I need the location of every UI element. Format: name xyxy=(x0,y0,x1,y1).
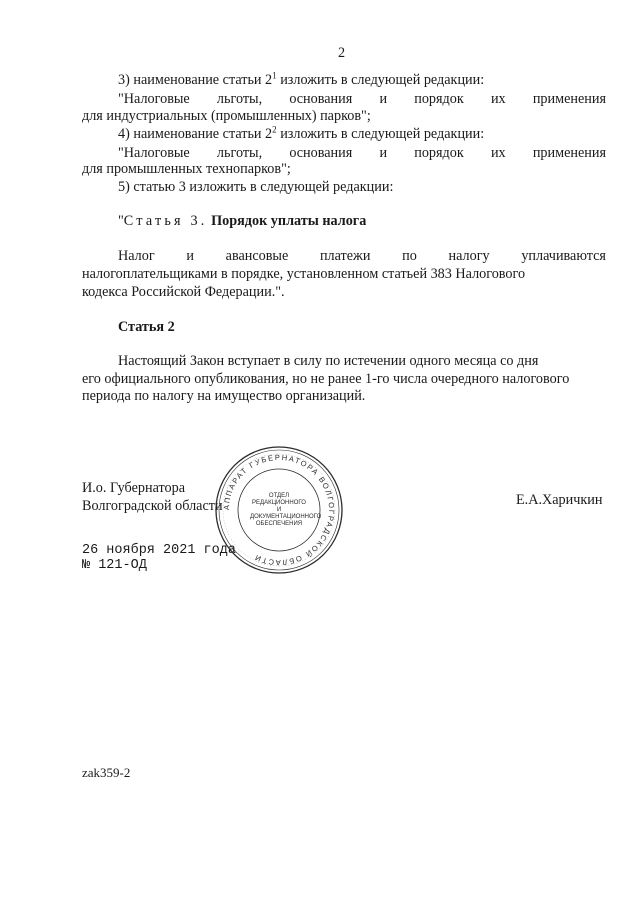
stamp-center-line: ОТДЕЛ xyxy=(268,493,290,499)
item-3-word: основания xyxy=(289,91,353,107)
article-3-line-2: налогоплательщиками в порядке, установленном статьей 383 Налогового xyxy=(82,266,526,282)
article-2-title: Статья 2 xyxy=(118,319,175,335)
stamp-center-line: ОБЕСПЕЧЕНИЯ xyxy=(255,521,303,527)
footer-code: zak359-2 xyxy=(82,765,131,780)
item-4-word: "Налоговые xyxy=(118,145,190,161)
item-4-continuation: для промышленных технопарков"; xyxy=(82,161,291,177)
article-2-line-2: его официального опубликования, но не ранее 1-го числа очередного налогового xyxy=(82,371,570,387)
item-3-word: порядок xyxy=(414,91,464,107)
article-3-line-1 xyxy=(118,247,606,265)
stamp-center-line: ДОКУМЕНТАЦИОННОГО xyxy=(250,514,322,520)
signatory-position-line-2: Волгоградской области xyxy=(82,498,223,514)
item-3-prefix: 3) наименование статьи 2 xyxy=(118,72,273,88)
item-4-word: порядок xyxy=(414,145,464,161)
article-3-word: авансовые xyxy=(225,248,289,264)
stamp-center-text xyxy=(250,493,322,528)
article-3-word: по xyxy=(402,248,417,264)
signatory-name: Е.А.Харичкин xyxy=(516,492,603,508)
page-number: 2 xyxy=(338,45,346,61)
article-3-label: Статья 3. xyxy=(123,213,208,229)
stamp-outer-text: АППАРАТ ГУБЕРНАТОРА ВОЛГОГРАДСКОЙ ОБЛАСТИ xyxy=(221,452,337,568)
item-3-word: и xyxy=(379,91,388,107)
article-3-word: налогу xyxy=(448,248,490,264)
item-3-word: их xyxy=(490,91,506,107)
item-4-heading xyxy=(118,125,484,143)
item-4-suffix: изложить в следующей редакции: xyxy=(276,126,485,142)
article-2-line-3: периода по налогу на имущество организаций. xyxy=(82,388,366,404)
item-4-sup: 2 xyxy=(272,124,277,135)
article-3-word: платежи xyxy=(319,248,371,264)
stamp-center-line: РЕДАКЦИОННОГО И xyxy=(252,500,306,513)
item-4-word: льготы, xyxy=(216,145,263,161)
article-3-word: уплачиваются xyxy=(521,248,606,264)
item-4-prefix: 4) наименование статьи 2 xyxy=(118,126,273,142)
signatory-position-line-1: И.о. Губернатора xyxy=(82,480,185,496)
item-5-text: 5) статью 3 изложить в следующей редакции: xyxy=(118,179,394,195)
article-2-line-1: Настоящий Закон вступает в силу по истечении одного месяца со дня xyxy=(118,353,539,369)
item-3-word: применения xyxy=(532,91,606,107)
document-number: № 121-ОД xyxy=(82,558,147,573)
item-4-word: применения xyxy=(532,145,606,161)
article-3-word: и xyxy=(186,248,194,264)
article-3-heading xyxy=(118,212,366,230)
item-4-word: и xyxy=(379,145,388,161)
item-3-word: "Налоговые xyxy=(118,91,190,107)
item-3-word: льготы, xyxy=(216,91,263,107)
document-date: 26 ноября 2021 года xyxy=(82,543,236,558)
item-3-heading xyxy=(118,71,484,89)
item-4-word: их xyxy=(490,145,506,161)
item-3-quote-line xyxy=(118,90,606,108)
article-3-quote-open: " xyxy=(118,213,124,229)
item-3-continuation: для индустриальных (промышленных) парков"; xyxy=(82,108,371,124)
article-3-word: Налог xyxy=(118,248,155,264)
item-4-word: основания xyxy=(289,145,353,161)
article-3-title: Порядок уплаты налога xyxy=(211,213,367,229)
item-3-sup: 1 xyxy=(272,70,277,81)
article-3-line-3: кодекса Российской Федерации.". xyxy=(82,284,285,300)
item-3-suffix: изложить в следующей редакции: xyxy=(276,72,485,88)
